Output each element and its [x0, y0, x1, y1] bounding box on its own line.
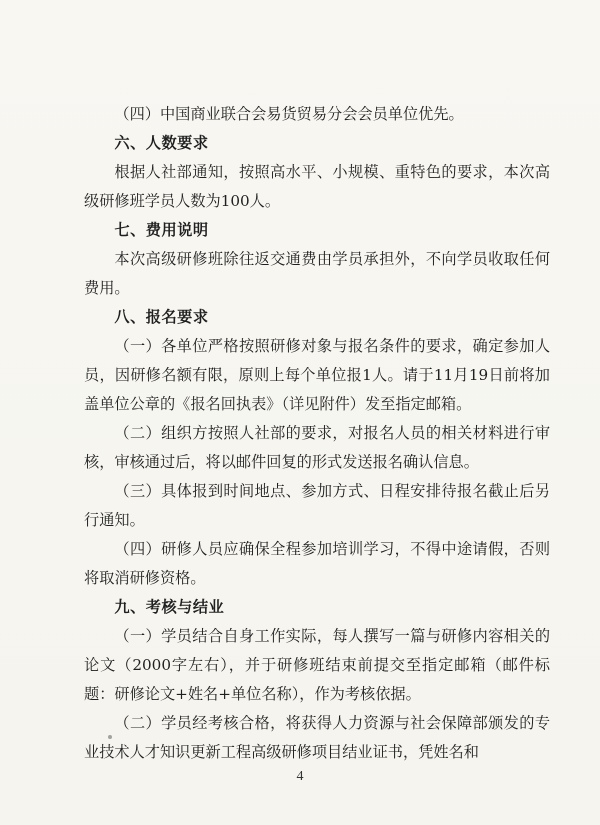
- scan-speck: [108, 735, 112, 739]
- paragraph-assessment-1: （一）学员结合自身工作实际，每人撰写一篇与研修内容相关的论文（2000字左右），并于研修班结束前提交至指定邮箱（邮件标题：研修论文+姓名+单位名称），作为考核依据。: [84, 627, 550, 703]
- heading-assessment: 九、考核与结业: [114, 598, 225, 616]
- paragraph-registration-4: （四）研修人员应确保全程参加培训学习，不得中途请假，否则将取消研修资格。: [84, 540, 550, 587]
- heading-fees: 七、费用说明: [114, 221, 209, 239]
- body-text: [84, 100, 550, 767]
- heading-registration: 八、报名要求: [114, 308, 209, 326]
- paragraph-headcount: 根据人社部通知，按照高水平、小规模、重特色的要求，本次高级研修班学员人数为100人。: [84, 163, 550, 210]
- paragraph-assessment-2: （二）学员经考核合格，将获得人力资源与社会保障部颁发的专业技术人才知识更新工程高级研修项目结业证书，凭姓名和: [84, 714, 550, 761]
- paragraph-registration-1: （一）各单位严格按照研修对象与报名条件的要求，确定参加人员，因研修名额有限，原则上每个单位报1人。请于11月19日前将加盖单位公章的《报名回执表》（详见附件）发至指定邮箱。: [84, 337, 550, 413]
- paragraph-registration-3: （三）具体报到时间地点、参加方式、日程安排待报名截止后另行通知。: [84, 482, 550, 529]
- paragraph-member-priority: （四）中国商业联合会易货贸易分会会员单位优先。: [114, 105, 464, 123]
- paragraph-fees: 本次高级研修班除往返交通费由学员承担外，不向学员收取任何费用。: [84, 250, 550, 297]
- heading-headcount: 六、人数要求: [114, 134, 209, 152]
- page-number: 4: [296, 769, 304, 784]
- paragraph-registration-2: （二）组织方按照人社部的要求，对报名人员的相关材料进行审核，审核通过后，将以邮件回复的形式发送报名确认信息。: [84, 424, 550, 471]
